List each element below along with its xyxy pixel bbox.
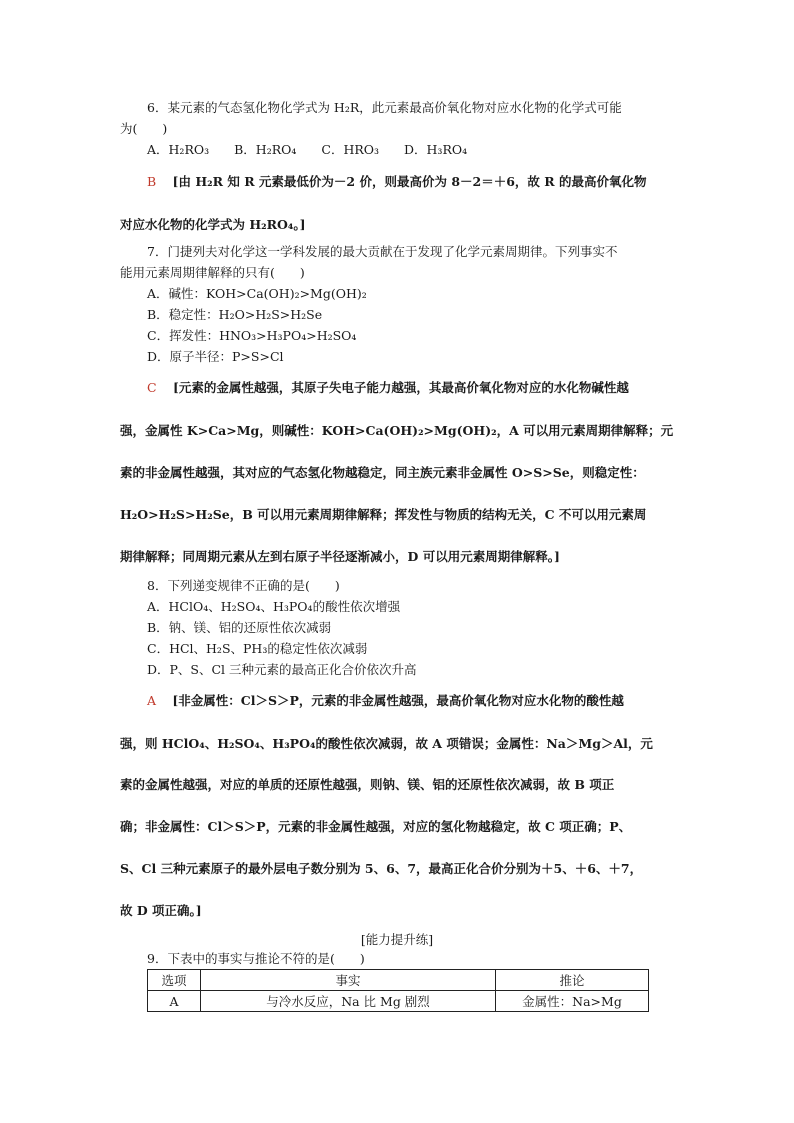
q6-explanation-text-1: [由 H₂R 知 R 元素最低价为－2 价，则最高价为 8－2＝＋6，故 R 的最高价氧化物 [172, 174, 647, 189]
q8-answer: A [147, 693, 157, 708]
table-header-option: 选项 [148, 970, 201, 991]
q8-explanation-line-4: 确；非金属性：Cl＞S＞P，元素的非金属性越强，对应的氢化物越稳定，故 C 项正确；P、 [120, 819, 632, 834]
q8-option-d: D．P、S、Cl 三种元素的最高正化合价依次升高 [147, 662, 417, 677]
table-cell-fact: 与冷水反应，Na 比 Mg 剧烈 [201, 991, 496, 1012]
q9-table [147, 969, 649, 1012]
q6-stem-line-2: 为( ) [120, 121, 168, 136]
q7-explanation-line-3: 素的非金属性越强，其对应的气态氢化物越稳定，同主族元素非金属性 O>S>Se，则稳定性： [120, 465, 645, 480]
table-header-row [148, 970, 649, 991]
q8-explanation-line-6: 故 D 项正确。] [120, 903, 202, 918]
q7-answer: C [147, 380, 157, 395]
section-title: [能力提升练] [360, 932, 434, 947]
q8-explanation-line-3: 素的金属性越强，对应的单质的还原性越强，则钠、镁、铝的还原性依次减弱，故 B 项正 [120, 777, 615, 792]
q8-option-a: A．HClO₄、H₂SO₄、H₃PO₄的酸性依次增强 [147, 599, 401, 614]
q7-stem-line-2: 能用元素周期律解释的只有( ) [120, 265, 305, 280]
q6-stem-line-1: 6．某元素的气态氢化物化学式为 H₂R，此元素最高价氧化物对应水化物的化学式可能 [147, 100, 622, 115]
q6-options: A．H₂RO₃ B．H₂RO₄ C．HRO₃ D．H₃RO₄ [147, 142, 468, 157]
q6-explanation-line-2: 对应水化物的化学式为 H₂RO₄。] [120, 217, 306, 232]
q7-stem-line-1: 7．门捷列夫对化学这一学科发展的最大贡献在于发现了化学元素周期律。下列事实不 [147, 244, 618, 259]
q6-explanation-line-1 [147, 174, 647, 190]
q7-explanation-line-4: H₂O>H₂S>H₂Se，B 可以用元素周期律解释；挥发性与物质的结构无关，C 不可以用元素周 [120, 507, 647, 522]
q7-explanation-text-1: [元素的金属性越强，其原子失电子能力越强，其最高价氧化物对应的水化物碱性越 [172, 380, 629, 395]
q8-option-c: C．HCl、H₂S、PH₃的稳定性依次减弱 [147, 641, 368, 656]
q8-explanation-text-1: [非金属性：Cl＞S＞P，元素的非金属性越强，最高价氧化物对应水化物的酸性越 [172, 693, 624, 708]
q7-explanation-line-5: 期律解释；同周期元素从左到右原子半径逐渐减小，D 可以用元素周期律解释。] [120, 549, 560, 564]
q7-option-a: A．碱性：KOH>Ca(OH)₂>Mg(OH)₂ [147, 286, 367, 301]
table-cell-inference: 金属性：Na>Mg [496, 991, 649, 1012]
table-row [148, 991, 649, 1012]
q9-stem: 9．下表中的事实与推论不符的是( ) [147, 951, 365, 966]
q8-explanation-line-2: 强，则 HClO₄、H₂SO₄、H₃PO₄的酸性依次减弱，故 A 项错误；金属性：Na＞Mg＞Al，元 [120, 736, 653, 751]
q7-explanation-line-2: 强，金属性 K>Ca>Mg，则碱性：KOH>Ca(OH)₂>Mg(OH)₂，A 可以用元素周期律解释；元 [120, 423, 674, 438]
table-cell-option: A [148, 991, 201, 1012]
table-header-fact: 事实 [201, 970, 496, 991]
q7-option-c: C．挥发性：HNO₃>H₃PO₄>H₂SO₄ [147, 328, 357, 343]
q8-explanation-line-1 [147, 693, 624, 709]
q7-option-b: B．稳定性：H₂O>H₂S>H₂Se [147, 307, 323, 322]
q8-explanation-line-5: S、Cl 三种元素原子的最外层电子数分别为 5、6、7，最高正化合价分别为＋5、＋6、＋7， [120, 861, 643, 876]
table-header-inference: 推论 [496, 970, 649, 991]
q7-explanation-line-1 [147, 380, 629, 396]
q8-option-b: B．钠、镁、铝的还原性依次减弱 [147, 620, 332, 635]
q7-option-d: D．原子半径：P>S>Cl [147, 349, 284, 364]
q6-answer: B [147, 174, 157, 189]
q8-stem: 8．下列递变规律不正确的是( ) [147, 578, 340, 593]
